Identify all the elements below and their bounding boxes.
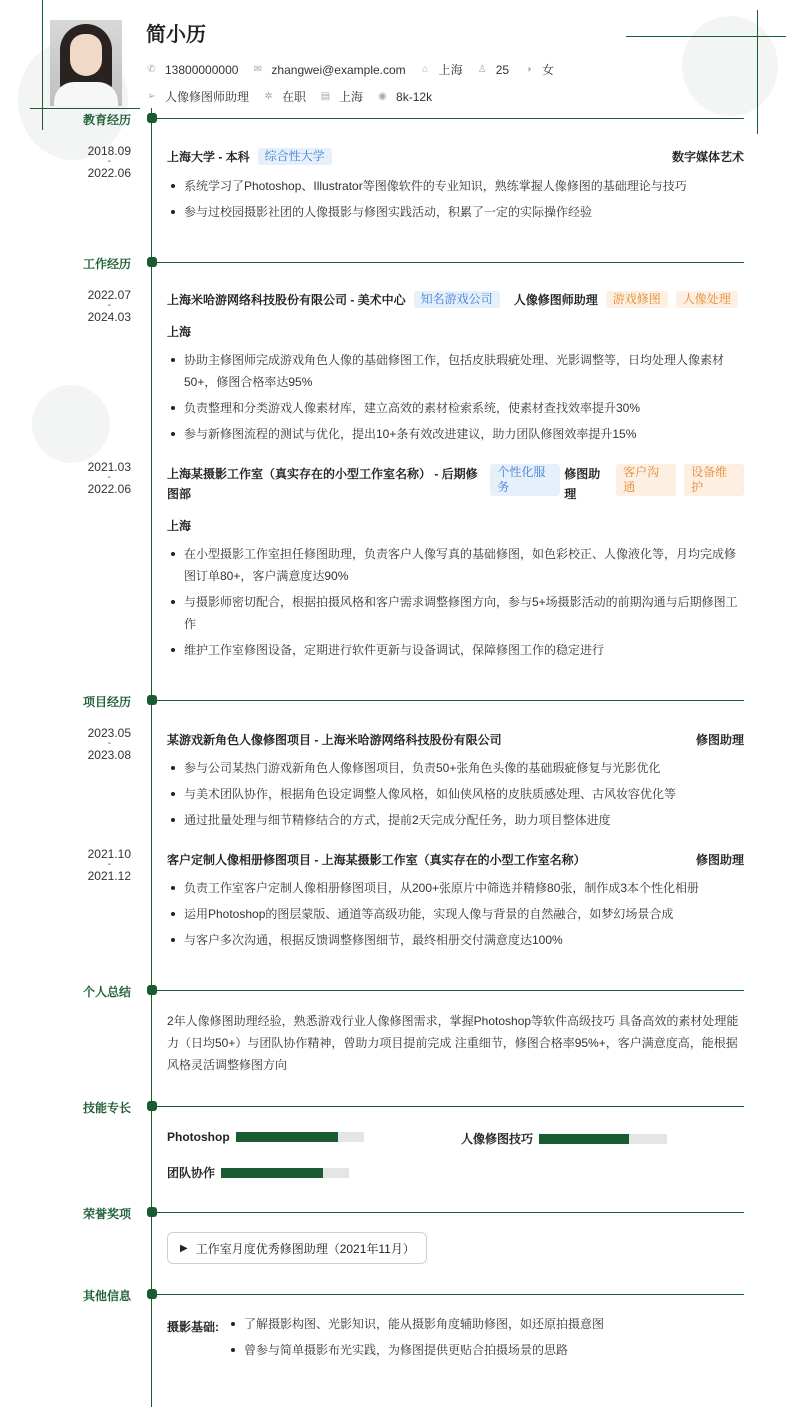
list-item: 在小型摄影工作室担任修图助理，负责客户人像写真的基础修图，如色彩校正、人像液化等，月均完成修图订单80+，客户满意度达90%	[167, 543, 744, 587]
section-rule	[157, 262, 744, 263]
skill-name: 人像修图技巧	[461, 1132, 534, 1146]
list-item: 参与公司某热门游戏新角色人像修图项目，负责50+张角色头像的基础瑕疵修复与光影优化	[167, 757, 744, 779]
section-title-summary: 个人总结	[82, 985, 131, 999]
company-name: 上海某摄影工作室（真实存在的小型工作室名称） - 后期修图部	[167, 467, 478, 501]
list-item: 与摄影师密切配合，根据拍摄风格和客户需求调整修图方向，参与5+场摄影活动的前期沟通与后期修图工作	[167, 591, 744, 635]
salary-value: 8k-12k	[396, 89, 433, 104]
target-city-value: 上海	[339, 90, 364, 104]
project-role: 修图助理	[695, 853, 744, 867]
section-dot	[147, 1207, 157, 1217]
list-item: 与美术团队协作，根据角色设定调整人像风格，如仙侠风格的皮肤质感处理、古风妆容优化等	[167, 783, 744, 805]
job-role: 人像修图师助理	[513, 293, 598, 307]
list-item: 与客户多次沟通，根据反馈调整修图细节，最终相册交付满意度达100%	[167, 929, 744, 951]
skill-tag: 客户沟通	[616, 464, 676, 496]
section-dot	[147, 1289, 157, 1299]
work-header	[167, 464, 744, 504]
company-tag: 个性化服务	[490, 464, 560, 496]
money-icon: ◉	[378, 91, 387, 102]
home-icon: ⌂	[422, 64, 429, 75]
section-title-education: 教育经历	[82, 113, 131, 127]
work-date: 2022.07 - 2024.03	[87, 288, 131, 324]
company-tag: 知名游戏公司	[414, 291, 500, 308]
intention-row	[146, 88, 446, 105]
phone-icon: ✆	[147, 64, 156, 75]
school-name: 上海大学 - 本科	[167, 150, 250, 164]
skill-name: Photoshop	[167, 1130, 230, 1144]
project-bullets	[167, 877, 744, 955]
skill-bar	[236, 1132, 364, 1142]
list-item: 曾参与简单摄影布光实践，为修图提供更贴合拍摄场景的思路	[227, 1339, 744, 1361]
project-role: 修图助理	[695, 733, 744, 747]
list-item: 了解摄影构图、光影知识，能从摄影角度辅助修图，如还原拍摄意图	[227, 1313, 744, 1335]
skill-tag: 设备维护	[684, 464, 744, 496]
section-rule	[157, 1212, 744, 1213]
work-bullets	[167, 349, 744, 449]
candidate-name: 简小历	[146, 24, 206, 46]
list-item: 维护工作室修图设备，定期进行软件更新与设备调试，保障修图工作的稳定进行	[167, 639, 744, 661]
caret-right-icon: ▶	[180, 1242, 188, 1254]
section-title-projects: 项目经历	[82, 695, 131, 709]
award-item[interactable]	[167, 1232, 427, 1264]
section-rule	[157, 1294, 744, 1295]
decor-circle-right	[682, 16, 778, 116]
work-city: 上海	[167, 519, 192, 533]
status-value: 在职	[282, 90, 307, 104]
skill-bar-fill	[221, 1168, 323, 1178]
decor-line-h-left	[30, 108, 140, 109]
work-date: 2021.03 - 2022.06	[87, 460, 131, 496]
section-rule	[157, 1106, 744, 1107]
decor-line-h-right	[626, 36, 786, 37]
section-title-awards: 荣誉奖项	[82, 1207, 131, 1221]
avatar	[50, 20, 122, 106]
decor-line-v-right	[757, 10, 758, 134]
work-bullets	[167, 543, 744, 665]
list-item: 系统学习了Photoshop、Illustrator等图像软件的专业知识，熟练掌握人像修图的基础理论与技巧	[167, 175, 744, 197]
section-dot	[147, 985, 157, 995]
school-tag: 综合性大学	[258, 148, 332, 165]
skill-bar	[539, 1134, 667, 1144]
skill-tag: 游戏修图	[606, 291, 668, 308]
project-header	[167, 851, 744, 868]
skill-item	[461, 1130, 667, 1147]
city-value: 上海	[438, 63, 463, 77]
section-dot	[147, 695, 157, 705]
section-dot	[147, 1101, 157, 1111]
user-icon: ♙	[477, 64, 487, 75]
section-title-other: 其他信息	[82, 1289, 131, 1303]
project-date: 2021.10 - 2021.12	[87, 847, 131, 883]
send-icon: ➢	[147, 91, 156, 102]
skill-name: 团队协作	[167, 1166, 216, 1180]
section-title-work: 工作经历	[82, 257, 131, 271]
list-item: 运用Photoshop的图层蒙版、通道等高级功能，实现人像与背景的自然融合，如梦幻场景合成	[167, 903, 744, 925]
skill-item	[167, 1164, 349, 1181]
list-item: 负责整理和分类游戏人像素材库，建立高效的素材检索系统，使素材查找效率提升30%	[167, 397, 744, 419]
skill-bar-fill	[539, 1134, 629, 1144]
summary-text: 2年人像修图助理经验，熟悉游戏行业人像修图需求，掌握Photoshop等软件高级技巧 具备高效的素材处理能力（日均50+）与团队协作精神，曾助力项目提前完成 注重细节，修图合格率95%+，客户满意度高，能根据风格灵活调整修图方向	[167, 1014, 739, 1072]
list-item: 负责工作室客户定制人像相册修图项目，从200+张原片中筛选并精修80张，制作成3本个性化相册	[167, 877, 744, 899]
decor-circle-mid	[32, 385, 110, 463]
skill-item	[167, 1130, 364, 1144]
company-name: 上海米哈游网络科技股份有限公司 - 美术中心	[167, 293, 406, 307]
contact-row	[146, 61, 568, 78]
section-title-skills: 技能专长	[82, 1101, 131, 1115]
edu-header	[167, 148, 744, 165]
clock-icon: ✲	[264, 91, 273, 102]
edu-date: 2018.09 - 2022.06	[87, 144, 131, 180]
edu-bullets	[167, 175, 744, 227]
other-bullets	[227, 1313, 744, 1365]
section-rule	[157, 700, 744, 701]
section-dot	[147, 257, 157, 267]
major: 数字媒体艺术	[671, 150, 744, 164]
work-header	[167, 291, 744, 308]
section-dot	[147, 113, 157, 123]
project-date: 2023.05 - 2023.08	[87, 726, 131, 762]
section-rule	[157, 990, 744, 991]
project-title: 某游戏新角色人像修图项目 - 上海米哈游网络科技股份有限公司	[167, 733, 502, 747]
phone-value: 13800000000	[165, 62, 239, 77]
other-label: 摄影基础:	[167, 1320, 219, 1334]
age-value: 25	[495, 62, 510, 77]
project-bullets	[167, 757, 744, 835]
project-title: 客户定制人像相册修图项目 - 上海某摄影工作室（真实存在的小型工作室名称）	[167, 853, 586, 867]
list-item: 通过批量处理与细节精修结合的方式，提前2天完成分配任务，助力项目整体进度	[167, 809, 744, 831]
skill-tag: 人像处理	[676, 291, 738, 308]
building-icon: ▤	[320, 91, 331, 102]
email-value: zhangwei@example.com	[271, 62, 406, 77]
list-item: 协助主修图师完成游戏角色人像的基础修图工作，包括皮肤瑕疵处理、光影调整等，日均处理人像素材50+，修图合格率达95%	[167, 349, 744, 393]
work-city: 上海	[167, 325, 192, 339]
gender-icon: ◑	[525, 64, 532, 75]
skill-bar	[221, 1168, 349, 1178]
job-role: 修图助理	[564, 467, 601, 501]
decor-line-v-left	[42, 0, 43, 130]
list-item: 参与新修图流程的测试与优化，提出10+条有效改进建议，助力团队修图效率提升15%	[167, 423, 744, 445]
gender-value: 女	[542, 63, 555, 77]
project-header	[167, 731, 744, 748]
mail-icon: ✉	[253, 64, 263, 75]
list-item: 参与过校园摄影社团的人像摄影与修图实践活动，积累了一定的实际操作经验	[167, 201, 744, 223]
target-job-value: 人像修图师助理	[165, 90, 250, 104]
section-rule	[157, 118, 744, 119]
award-text: 工作室月度优秀修图助理（2021年11月）	[195, 1241, 415, 1256]
skill-bar-fill	[236, 1132, 338, 1142]
